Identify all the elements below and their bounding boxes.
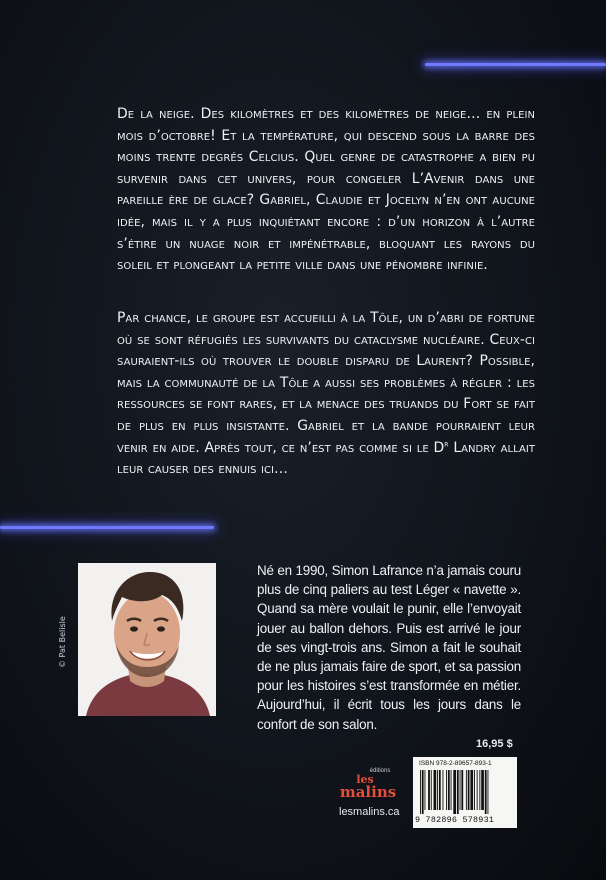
barcode-bar — [448, 770, 450, 810]
publisher-logo — [338, 768, 398, 801]
blurb-paragraph-2-text: Par chance, le groupe est accueilli à la Tôle, un d’abri de fortune où se sont réfugiés les survivants du cataclysme nucléaire. Ceux-ci sauraient-ils où trouver le double disparu de Laurent? Possible, mais la communauté de la Tôle a aussi ses problèmes à régler : les ressources se font rares, et la menace des truands du Fort se fait de plus en plus insistante. Gabriel et la bande pourraient leur venir en aide. Après tout, ce n’est pas comme si le D — [117, 310, 535, 456]
barcode-bar — [453, 770, 456, 814]
neon-line-top — [425, 63, 606, 66]
barcode-bar — [461, 770, 463, 810]
barcode-bar — [431, 770, 432, 810]
author-bio: Né en 1990, Simon Lafrance n’a jamais couru plus de cinq paliers au test Léger « navette ». Quand sa mère voulait le punir, elle l’envoyait jouer au ballon dehors. Puis est arrivé le jour de ses vingt-trois ans. Simon a fait le souhait de ne plus jamais faire de sport, et sa passion pour les histoires s’est transformée en métier. Aujourd’hui, il écrit tous les jours dans le confort de son salon. — [257, 563, 521, 732]
publisher-website: lesmalins.ca — [339, 806, 400, 818]
author-photo — [78, 563, 216, 716]
publisher-name-malins: malins — [339, 783, 397, 801]
barcode-bar — [470, 770, 473, 810]
barcode-bar — [485, 770, 487, 814]
blurb-paragraph-1: De la neige. Des kilomètres et des kilomètres de neige… en plein mois d’octobre! Et la température, qui descend sous la barre des moins trente degrés Celcius. Quel genre de catastrophe a bien pu survenir dans cet univers, pour congeler L’Avenir dans une pareille ère de glace? Gabriel, Claudie et Jocelyn n’en ont aucune idée, mais il y a plus inquiétant encore : d’un horizon à l’autre s’étire un nuage noir et impénétrable, bloquant les rayons du soleil et plongeant la petite ville dans une pénombre infinie. — [117, 106, 535, 274]
barcode-bar — [428, 770, 430, 810]
author-portrait-icon — [78, 563, 216, 716]
barcode-bar — [466, 770, 467, 810]
blurb-paragraph-2 — [117, 308, 535, 481]
barcode-bar — [434, 770, 437, 810]
barcode-bar — [425, 770, 426, 810]
blurb-paragraph-2-end: Landry allait leur causer des ennuis ici… — [117, 439, 536, 478]
barcode-bar — [422, 770, 424, 814]
price: 16,95 $ — [476, 738, 513, 750]
doctor-superscript: r — [444, 438, 449, 449]
isbn-label: ISBN 978-2-89657-893-1 — [419, 760, 492, 767]
barcode-bar — [468, 770, 470, 810]
barcode-bar — [451, 770, 452, 810]
barcode-digits: 9 782896 578931 — [415, 815, 495, 825]
publisher-editions-label: éditions — [369, 768, 391, 774]
barcode-bar — [420, 770, 421, 814]
barcode — [413, 757, 517, 828]
barcode-bar — [479, 770, 480, 810]
barcode-bar — [457, 770, 459, 814]
barcode-bar — [437, 770, 438, 810]
barcode-bar — [488, 770, 489, 814]
barcode-bar — [443, 770, 444, 810]
barcode-bar — [439, 770, 441, 810]
barcode-bars-icon — [419, 770, 511, 814]
publisher-name — [338, 773, 398, 801]
barcode-bar — [474, 770, 475, 810]
neon-line-middle — [0, 526, 214, 529]
barcode-bar — [481, 770, 484, 810]
barcode-bar — [460, 770, 461, 810]
publisher-name-les: les — [356, 773, 374, 786]
photo-credit: © Pat Belisle — [58, 616, 67, 668]
barcode-bar — [477, 770, 478, 810]
barcode-bar — [446, 770, 447, 810]
